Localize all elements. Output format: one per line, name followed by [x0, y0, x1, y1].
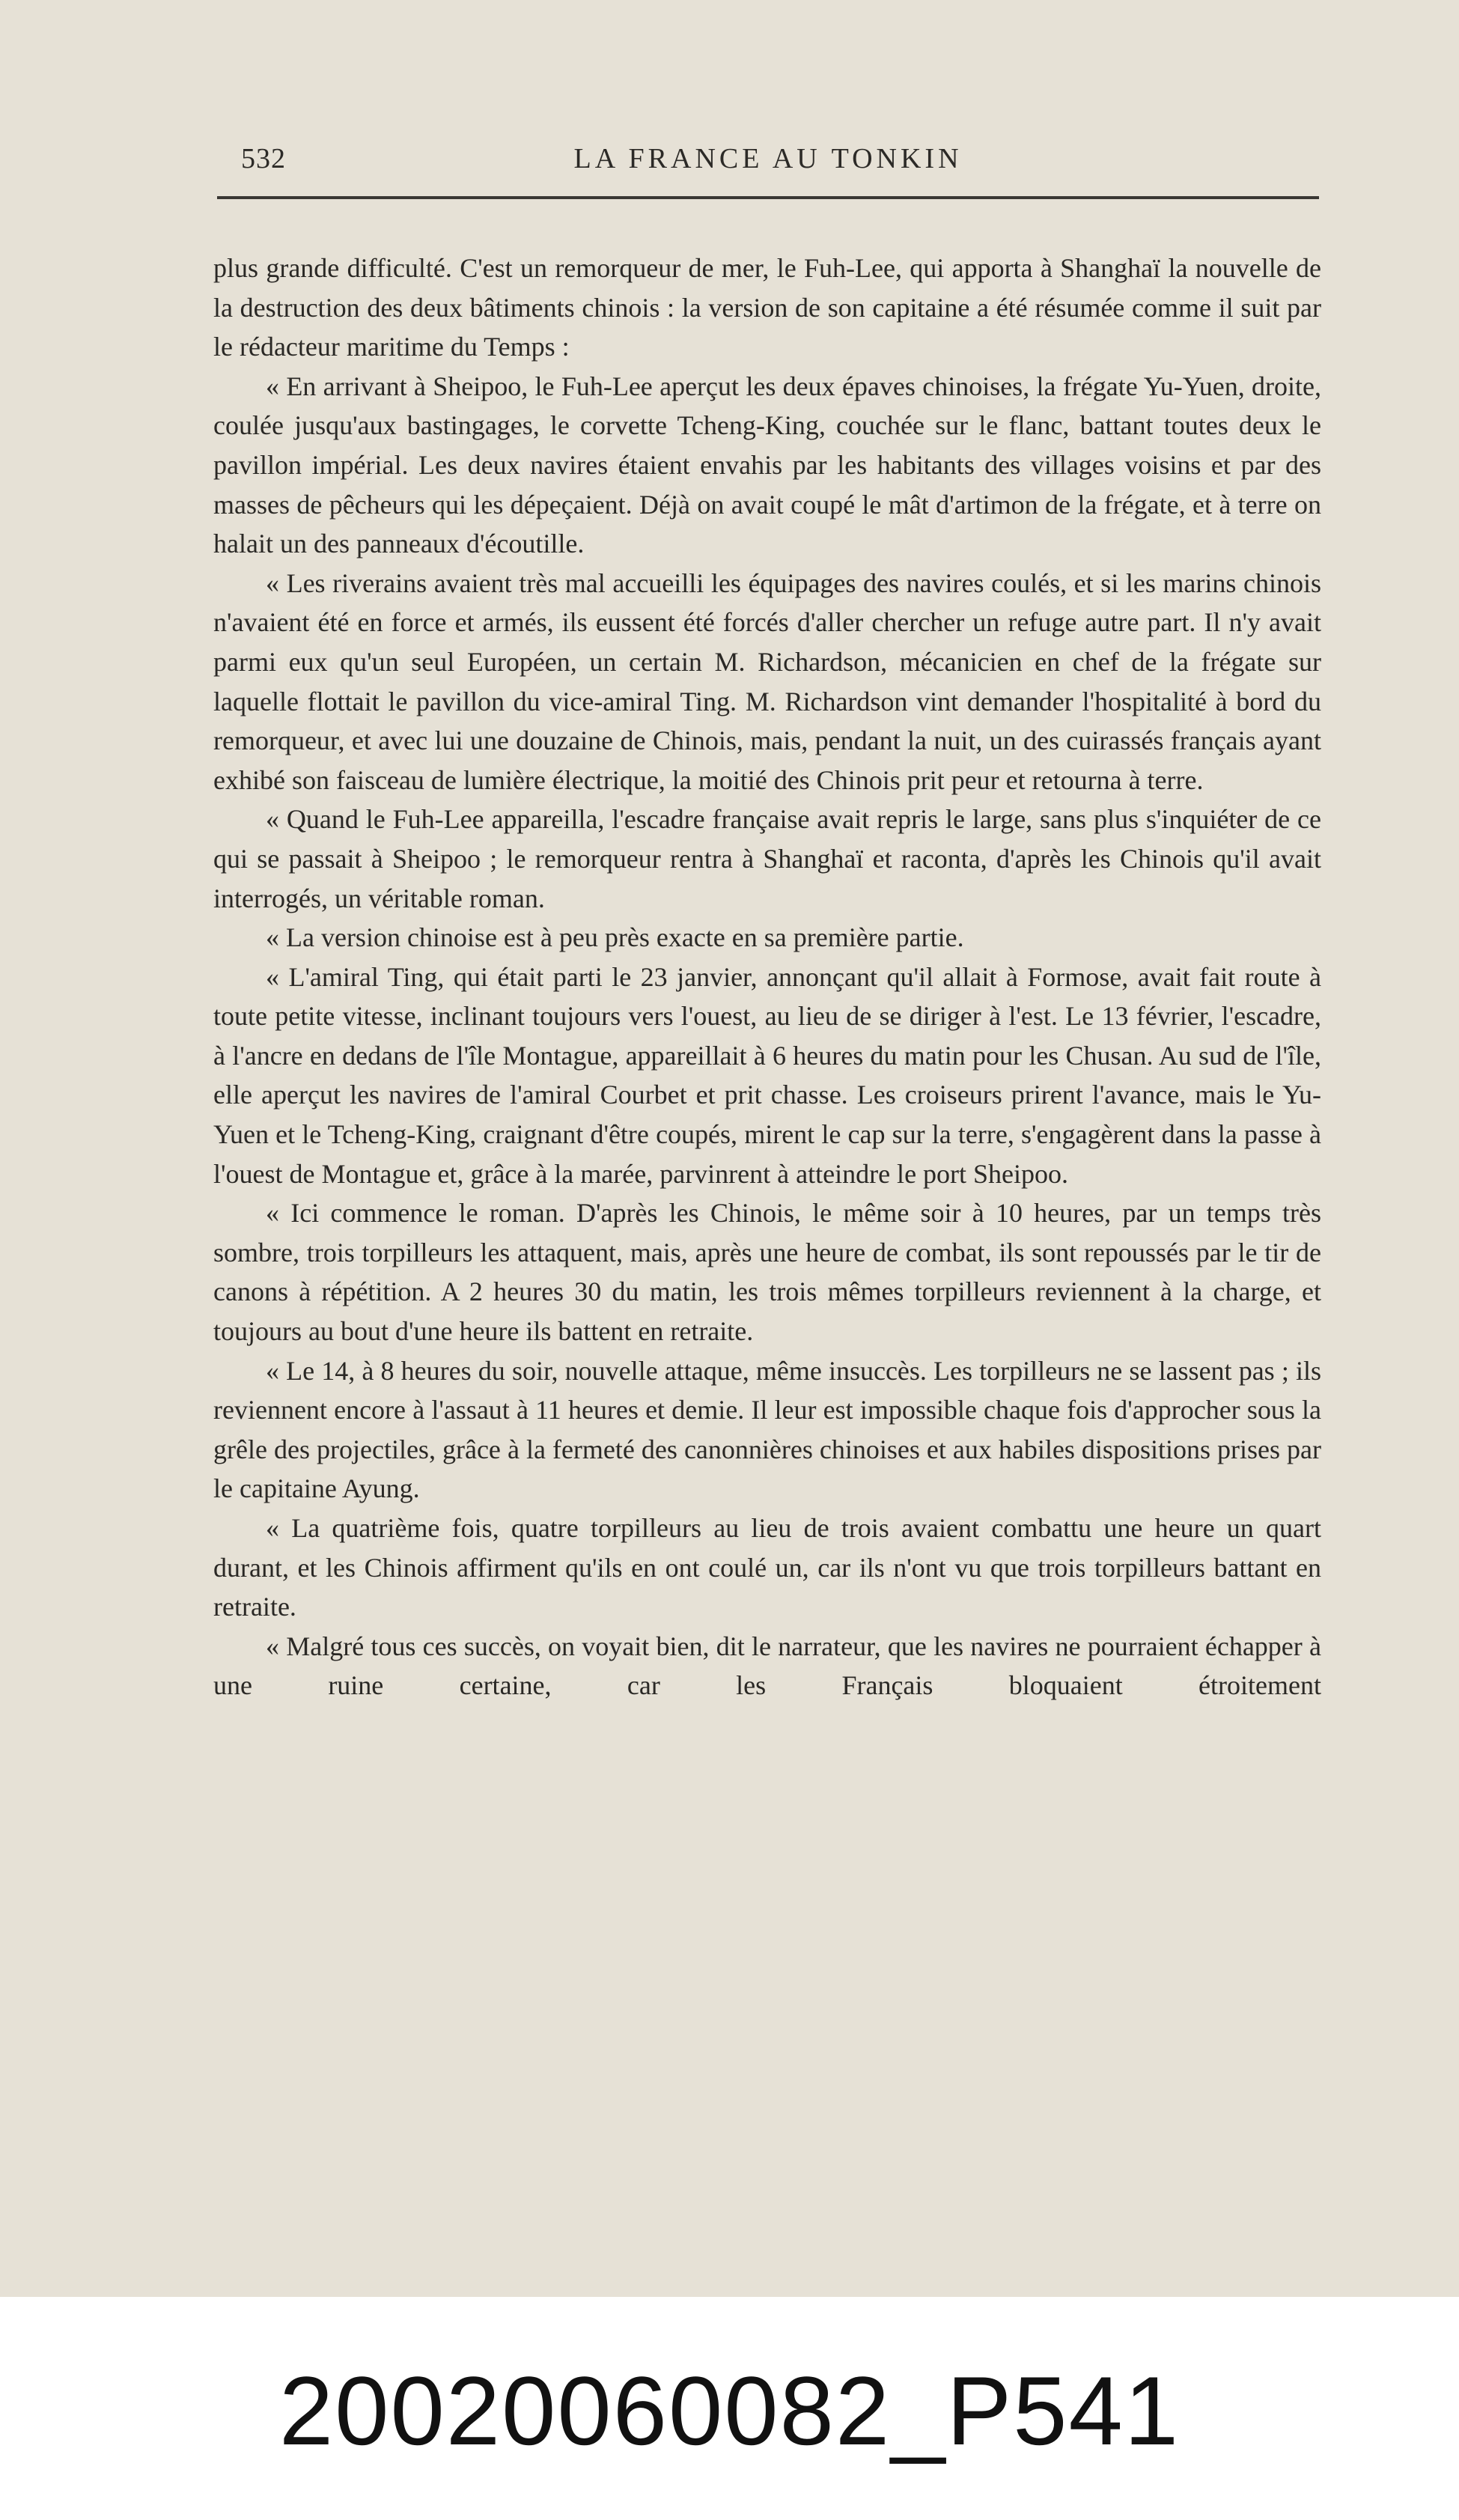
paragraph-1: plus grande difficulté. C'est un remorqueur de mer, le Fuh-Lee, qui apporta à Shanghaï la nouvelle de la destruction des deux bâtiments chinois : la version de son capitaine a été résumée comme il suit par le rédacteur maritime du Temps :: [213, 253, 1321, 362]
paragraph-4: « Quand le Fuh-Lee appareilla, l'escadre française avait repris le large, sans plus s'inquiéter de ce qui se passait à Sheipoo ; le remorqueur rentra à Shanghaï et raconta, d'après les Chinois qu'il avait interrogés, un véritable roman.: [213, 804, 1321, 913]
page-number: 532: [241, 143, 286, 174]
paragraph-5: « La version chinoise est à peu près exacte en sa première partie.: [266, 922, 964, 953]
header-rule: [217, 196, 1319, 199]
paragraph-7: « Ici commence le roman. D'après les Chinois, le même soir à 10 heures, par un temps très sombre, trois torpilleurs les attaquent, mais, après une heure de combat, ils sont repoussés par le tir de canons à répétition. A 2 heures 30 du matin, les trois mêmes torpilleurs reviennent à la charge, et toujours au bout d'une heure ils battent en retraite.: [213, 1198, 1321, 1347]
paragraph-3: « Les riverains avaient très mal accueilli les équipages des navires coulés, et si les marins chinois n'avaient été en force et armés, ils eussent été forcés d'aller chercher un refuge autre part. Il n'y avait parmi eux qu'un seul Européen, un certain M. Richardson, mécanicien en chef de la frégate sur laquelle flottait le pavillon du vice-amiral Ting. M. Richardson vint demander l'hospitalité à bord du remorqueur, et avec lui une douzaine de Chinois, mais, pendant la nuit, un des cuirassés français ayant exhibé son faisceau de lumière électrique, la moitié des Chinois prit peur et retourna à terre.: [213, 567, 1321, 795]
page-header: [217, 136, 1319, 181]
scan-identifier: 20020060082_P541: [278, 2356, 1181, 2465]
paragraph-10: « Malgré tous ces succès, on voyait bien, dit le narrateur, que les navires ne pourraient échapper à une ruine certaine, car les Français bloquaient étroitement: [213, 1631, 1321, 1701]
body-text: [213, 249, 1321, 1705]
paragraph-9: « La quatrième fois, quatre torpilleurs au lieu de trois avaient combattu une heure un quart durant, et les Chinois affirment qu'ils en ont coulé un, car ils n'ont vu que trois torpilleurs battant en retraite.: [213, 1513, 1321, 1622]
paragraph-2: « En arrivant à Sheipoo, le Fuh-Lee aperçut les deux épaves chinoises, la frégate Yu-Yuen, droite, coulée jusqu'aux bastingages, le corvette Tcheng-King, couchée sur le flanc, battant toutes deux le pavillon impérial. Les deux navires étaient envahis par les habitants des villages voisins et par des masses de pêcheurs qui les dépeçaient. Déjà on avait coupé le mât d'artimon de la frégate, et à terre on halait un des panneaux d'écoutille.: [213, 371, 1321, 559]
running-title: LA FRANCE AU TONKIN: [573, 143, 963, 174]
paragraph-8: « Le 14, à 8 heures du soir, nouvelle attaque, même insuccès. Les torpilleurs ne se lassent pas ; ils reviennent encore à l'assaut à 11 heures et demie. Il leur est impossible chaque fois d'approcher sous la grêle des projectiles, grâce à la fermeté des canonnières chinoises et aux habiles dispositions prises par le capitaine Ayung.: [213, 1355, 1321, 1504]
paragraph-6: « L'amiral Ting, qui était parti le 23 janvier, annonçant qu'il allait à Formose, avait fait route à toute petite vitesse, inclinant toujours vers l'ouest, au lieu de se diriger à l'est. Le 13 février, l'escadre, à l'ancre en dedans de l'île Montague, appareillait à 6 heures du matin pour les Chusan. Au sud de l'île, elle aperçut les navires de l'amiral Courbet et prit chasse. Les croiseurs prirent l'avance, mais le Yu-Yuen et le Tcheng-King, craignant d'être coupés, mirent le cap sur la terre, s'engagèrent dans la passe à l'ouest de Montague et, grâce à la marée, parvinrent à atteindre le port Sheipoo.: [213, 961, 1321, 1189]
